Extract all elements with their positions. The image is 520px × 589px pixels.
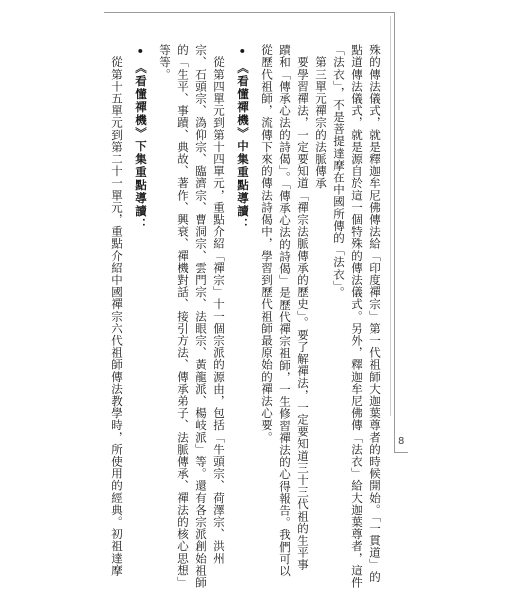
text-column-5: 要學習禪法，一定要知道「禪宗法脈傳承的歷史」。要了解禪法，一定要知道三十三代祖的生平事 [296,44,310,571]
text-column-12: 宗、石頭宗、溈仰宗、臨濟宗、曹洞宗、雲門宗、法眼宗、黃龍派、楊岐派」等。還有各宗派創始祖師 [194,44,208,589]
section-title-unit-3: 第三單元禪宗的法脈傳承 [314,44,328,190]
heading-lower-text: 《看懂禪機》下集重點導讀： [134,62,148,231]
heading-middle-text: 《看懂禪機》中集重點導讀： [236,62,250,231]
text-column-1: 殊的傳法儀式，就是釋迦牟尼佛傳法給「印度禪宗」第一代祖師大迦葉尊者的時候開始。「一貫道」的 [368,44,382,583]
page-frame-right-line [394,12,395,452]
heading-lower-volume [134,44,148,231]
heading-middle-volume [236,44,250,231]
text-column-6: 蹟和「傳承心法的詩偈」。「傳承心法的詩偈」是歷代禪宗祖師，一生修習禪法的心得報告。我們可以 [278,44,292,577]
text-column-13: 的「生平、事蹟、典故、著作、興衰、禪機對話、接引方法、傳承弟子、法脈傳承、禪法的核心思想」 [176,44,190,589]
page-frame-top-line [104,12,394,13]
text-column-18: 從第十五單元到第二十一單元，重點介紹中國禪宗六代祖師傳法教學時，所使用的經典。初祖達摩 [110,44,124,577]
text-column-3: 「法衣」，不是菩提達摩在中國所傳的「法衣」。 [332,44,346,299]
bullet-icon: • [238,44,248,58]
page-number: 8 [398,436,405,447]
text-column-14: 等等。 [158,44,172,81]
text-column-2: 點道傳法儀式，就是源自於這一個特殊的傳法儀式。另外，釋迦牟尼佛傳「法衣」給大迦葉尊者，這件 [350,44,364,589]
bullet-icon: • [136,44,146,58]
text-column-7: 從歷代祖師，流傳下來的傳法詩偈中，學習到歷代祖師最原始的禪法心要。 [260,44,274,444]
page-frame-inner-line [390,16,391,416]
text-column-11: 從第四單元到第十四單元，重點介紹「禪宗」十一個宗派的源由，包括「牛頭宗、荷澤宗、洪州 [212,44,226,565]
page-frame-bottom-line [394,452,408,453]
